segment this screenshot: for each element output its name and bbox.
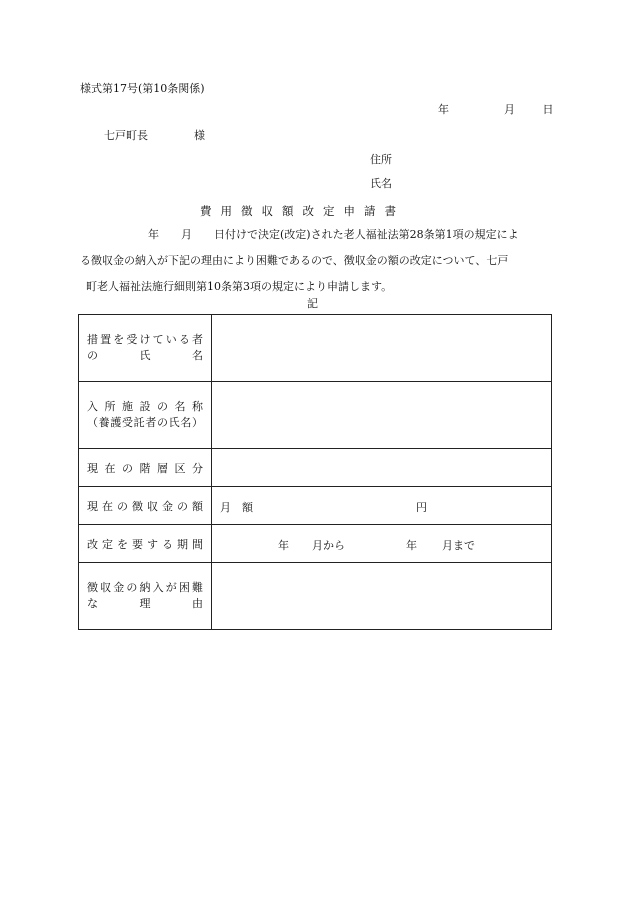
period-start-month: 月から <box>312 538 345 552</box>
label-text: 改定を要する期間 <box>87 537 203 551</box>
addressee <box>104 129 205 143</box>
date-month: 月 <box>504 103 515 116</box>
body-line-1: 年 月 日付けで決定(改定)された老人福祉法第28条第1項の規定によ <box>148 228 519 241</box>
label-facility-name <box>79 382 212 449</box>
table-row <box>79 487 552 525</box>
label-char: 名 <box>192 349 203 362</box>
label-revision-period <box>79 525 212 563</box>
name-label: 氏名 <box>370 177 392 190</box>
label-line: （養護受託者の氏名） <box>87 416 203 429</box>
current-amount-field[interactable] <box>212 487 552 525</box>
label-line <box>87 596 203 612</box>
table-row <box>79 315 552 382</box>
label-char: 由 <box>192 597 203 610</box>
application-form-table <box>78 314 552 630</box>
date-day: 日 <box>542 103 554 116</box>
table-row <box>79 382 552 449</box>
form-reference: 様式第17号(第10条関係) <box>80 82 205 95</box>
label-char: の <box>87 349 98 362</box>
facility-name-field[interactable] <box>212 382 552 449</box>
address-label: 住所 <box>370 153 392 166</box>
table-row <box>79 563 552 630</box>
date-line <box>438 103 554 117</box>
hardship-reason-field[interactable] <box>212 563 552 630</box>
ki-heading: 記 <box>307 297 318 310</box>
period-end-year: 年 <box>406 538 417 552</box>
addressee-name: 七戸町長 <box>104 129 148 142</box>
table-row <box>79 449 552 487</box>
label-current-tier <box>79 449 212 487</box>
label-text: 現在の徴収金の額 <box>87 499 203 513</box>
label-line: 徴収金の納入が困難 <box>87 581 203 594</box>
label-char: 理 <box>139 597 151 610</box>
label-char: 氏 <box>139 349 151 362</box>
label-hardship-reason <box>79 563 212 630</box>
label-recipient-name <box>79 315 212 382</box>
body-paragraph <box>80 222 550 300</box>
period-end-month: 月まで <box>442 538 475 552</box>
label-line: 措置を受けている者 <box>87 333 203 346</box>
label-line <box>87 348 203 364</box>
body-line-2: る徴収金の納入が下記の理由により困難であるので、徴収金の額の改定について、七戸 <box>80 254 509 267</box>
body-line-3: 町老人福祉法施行細則第10条第3項の規定により申請します。 <box>86 280 393 293</box>
table-row <box>79 525 552 563</box>
date-year: 年 <box>438 103 449 116</box>
yen-unit: 円 <box>416 500 427 514</box>
addressee-honorific: 様 <box>194 129 205 142</box>
label-line: 入所施設の名称 <box>87 400 203 413</box>
document-title: 費用徴収額改定申請書 <box>200 204 405 218</box>
label-text: 現在の階層区分 <box>87 461 203 475</box>
revision-period-field[interactable] <box>212 525 552 563</box>
current-tier-field[interactable] <box>212 449 552 487</box>
label-current-amount <box>79 487 212 525</box>
recipient-name-field[interactable] <box>212 315 552 382</box>
monthly-amount-label: 月 額 <box>220 500 253 514</box>
period-start-year: 年 <box>278 538 289 552</box>
label-char: な <box>87 597 98 610</box>
